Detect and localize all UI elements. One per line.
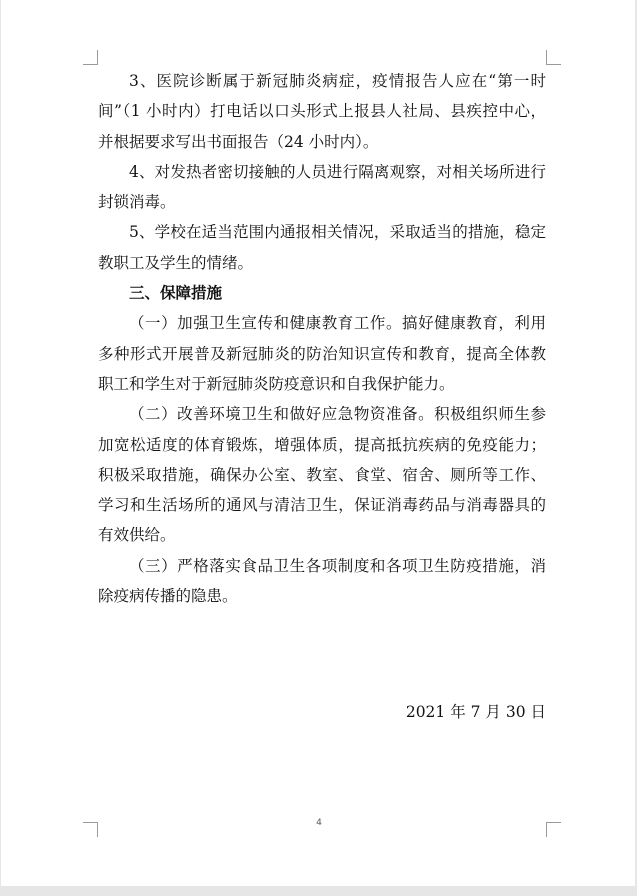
paragraph: 5、学校在适当范围内通报相关情况，采取适当的措施，稳定教职工及学生的情绪。 xyxy=(98,223,546,272)
document-body xyxy=(98,66,546,611)
paragraph: （二）改善环境卫生和做好应急物资准备。积极组织师生参加宽松适度的体育锻炼，增强体质，提高抵抗疾病的免疫能力；积极采取措施，确保办公室、教室、食堂、宿舍、厕所等工作、学习和生活场所的通风与清洁卫生，保证消毒药品与消毒器具的有效供给。 xyxy=(98,405,546,545)
page-number: 4 xyxy=(316,818,322,828)
margin-mark-bottom-left xyxy=(83,822,98,837)
margin-mark-top-right xyxy=(546,50,561,65)
document-page xyxy=(1,0,635,886)
section-heading: 三、保障措施 xyxy=(129,284,223,303)
document-date: 2021 年 7 月 30 日 xyxy=(405,703,546,721)
margin-mark-top-left xyxy=(83,50,98,65)
paragraph: （三）严格落实食品卫生各项制度和各项卫生防疫措施，消除疫病传播的隐患。 xyxy=(98,556,546,606)
paragraph: 3、医院诊断属于新冠肺炎病症，疫情报告人应在“第一时间”（1 小时内）打电话以口头形式上报县人社局、县疾控中心，并根据要求写出书面报告（24 小时内）。 xyxy=(98,72,546,151)
paragraph: （一）加强卫生宣传和健康教育工作。搞好健康教育，利用多种形式开展普及新冠肺炎的防治知识宣传和教育，提高全体教职工和学生对于新冠肺炎防疫意识和自我保护能力。 xyxy=(98,314,546,393)
paragraph: 4、对发热者密切接触的人员进行隔离观察，对相关场所进行封锁消毒。 xyxy=(98,162,546,212)
margin-mark-bottom-right xyxy=(546,822,561,837)
